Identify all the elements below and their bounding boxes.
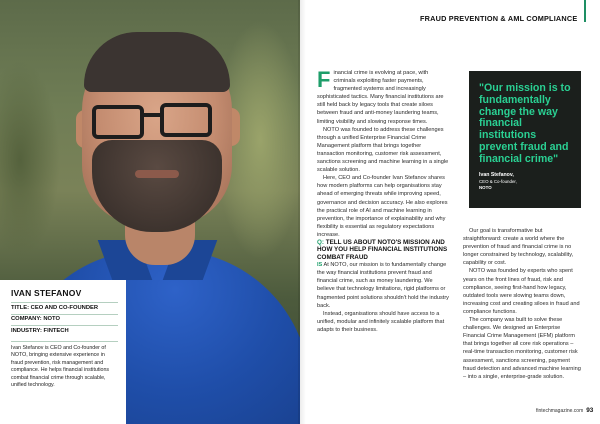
profile-card bbox=[0, 280, 126, 424]
profile-name: IVAN STEFANOV bbox=[11, 288, 82, 298]
hair bbox=[84, 32, 230, 92]
drop-cap: F bbox=[317, 67, 331, 92]
title-label: TITLE: bbox=[11, 304, 30, 311]
mouth bbox=[135, 170, 179, 178]
article-column-1 bbox=[317, 69, 450, 334]
article-paragraph: Here, CEO and Co-founder Ivan Stefanov shares how modern platforms can help organisations stay ahead of emerging threats while improving speed, governance and decision accuracy. He also explores the practical role of AI and machine learning in prevention, the importance of explainability and why flexibility is essential as regulatory expectations increase. bbox=[317, 175, 448, 238]
intro-text: inancial crime is evolving at pace, with criminals exploiting faster payments, fragmented systems and increasingly sophisticated tactics. Many financial institutions are still held back by legacy tools that create siloes between fraud and anti-money laundering teams, limiting visibility and slowing response times. bbox=[317, 70, 444, 125]
article-paragraph: Our goal is transformative but straightforward: create a world where the prevention of fraud and financial crime is no longer constrained by technology, scalability, capability or cost. bbox=[463, 228, 574, 267]
company-label: COMPANY: bbox=[11, 316, 42, 322]
article-paragraph: Instead, organisations should have access to a unified, modular and infinitely scalable platform that adapts to their business. bbox=[317, 310, 445, 333]
pull-quote-company: NOTO bbox=[479, 185, 492, 191]
section-header: FRAUD PREVENTION & AML COMPLIANCE bbox=[420, 14, 578, 23]
profile-bio: Ivan Stefanov is CEO and Co-founder of NOTO, bringing extensive experience in fraud prevention, risk management and compliance. He helps financial institutions combat financial crime through scalable, unified technology. bbox=[11, 341, 118, 391]
article-paragraph: NOTO was founded by experts who spent years on the front lines of fraud, risk and compliance, seeing first-hand how legacy, outdated tools were slowing teams down, increasing cost and creating siloes in fraud and compliance functions. bbox=[463, 268, 580, 315]
background-bokeh bbox=[0, 60, 60, 260]
title-value: CEO AND CO-FOUNDER bbox=[30, 304, 99, 311]
glasses-bridge bbox=[144, 113, 160, 117]
glasses-icon bbox=[160, 103, 212, 137]
answer-text: At NOTO, our mission is to fundamentally change the way financial institutions prevent fraud and financial crime, such as money laundering. We believe that technology limitations, rigid platforms or fragmented point solutions shouldn't hold the industry back. bbox=[317, 262, 449, 309]
page-number: 93 bbox=[586, 407, 594, 414]
profile-industry-row bbox=[11, 325, 118, 337]
pull-quote-name: Ivan Stefanov, bbox=[479, 171, 514, 178]
beard bbox=[92, 140, 222, 232]
question-marker: Q: bbox=[317, 238, 324, 246]
article-paragraph bbox=[317, 261, 450, 310]
article-paragraph: NOTO was founded to address these challenges through a unified Enterprise Financial Crime Management platform that brings together transaction monitoring, customer risk assessment, sanctions screening and machine learning in a single scalable solution. bbox=[317, 126, 449, 174]
article-paragraph: The company was built to solve these challenges. We designed an Enterprise Financial Crime Management (EFM) platform that brings together all core risk operations – real-time transaction monitoring, customer risk assessment, sanctions screening, payment fraud detection and advanced machine learning – into a single, enterprise-grade solution. bbox=[463, 317, 581, 380]
profile-title-row bbox=[11, 302, 118, 314]
article-column-2 bbox=[463, 227, 581, 381]
profile-company-row bbox=[11, 314, 118, 326]
page-footer bbox=[536, 407, 593, 414]
industry-value: FINTECH bbox=[43, 327, 69, 334]
industry-label: INDUSTRY: bbox=[11, 327, 42, 334]
pull-quote-text: "Our mission is to fundamentally change the way financial institutions prevent fraud and financial crime" bbox=[479, 82, 571, 165]
pull-quote bbox=[469, 71, 581, 208]
footer-site: fintechmagazine.com bbox=[536, 408, 584, 414]
pull-quote-role: CEO & Co-founder, bbox=[479, 178, 517, 184]
glasses-icon bbox=[92, 105, 144, 139]
article-paragraph bbox=[317, 69, 450, 126]
answer-marker: IS bbox=[317, 262, 323, 269]
question-text: TELL US ABOUT NOTO'S MISSION AND HOW YOU HELP FINANCIAL INSTITUTIONS COMBAT FRAUD bbox=[317, 238, 448, 261]
interview-question bbox=[317, 239, 450, 261]
company-value: NOTO bbox=[43, 316, 60, 322]
section-accent-bar bbox=[584, 0, 586, 22]
page-gutter bbox=[298, 0, 306, 424]
